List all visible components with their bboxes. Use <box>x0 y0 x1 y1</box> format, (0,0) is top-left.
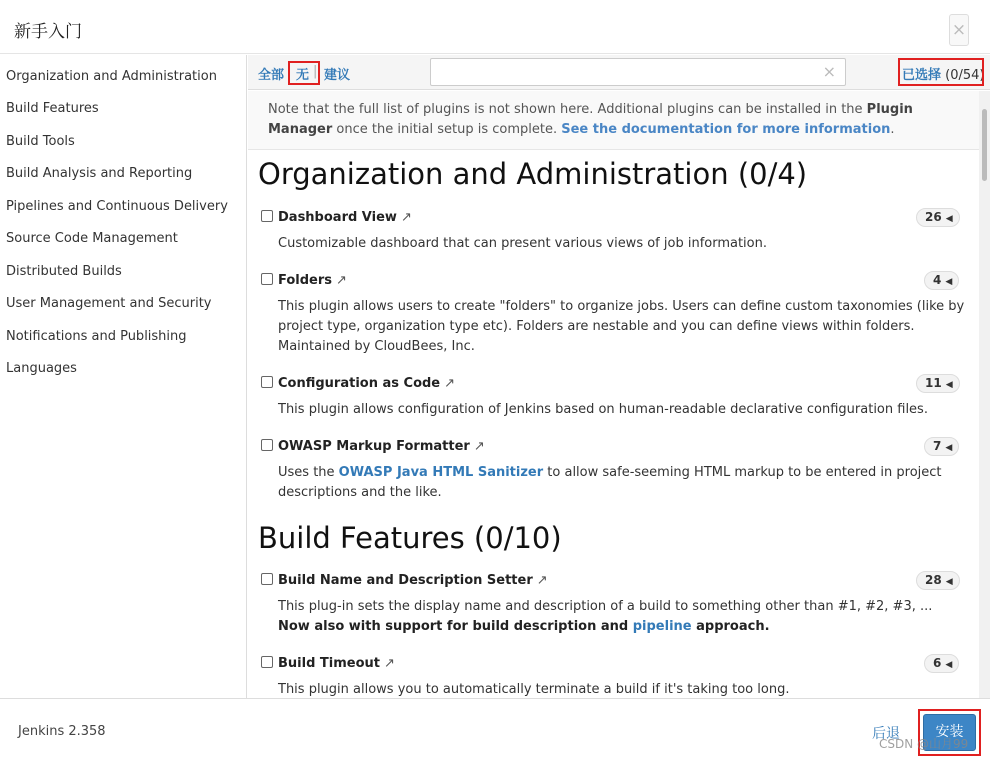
dependency-count: 7 <box>933 439 942 453</box>
plugin-checkbox[interactable] <box>261 376 273 388</box>
clear-search-icon[interactable]: × <box>822 62 836 81</box>
plugin-description <box>278 597 973 637</box>
sidebar-item-pipelines-continuous-delivery[interactable]: Pipelines and Continuous Delivery <box>6 199 228 214</box>
selected-count: (0/54) <box>945 68 985 83</box>
plugin-description: Customizable dashboard that can present various views of job information. <box>278 236 767 251</box>
description-text: Uses the <box>278 465 339 480</box>
external-link-icon[interactable]: ↗ <box>336 273 347 288</box>
sidebar-item-distributed-builds[interactable]: Distributed Builds <box>6 264 122 279</box>
external-link-icon[interactable]: ↗ <box>536 573 548 588</box>
sidebar-item-languages[interactable]: Languages <box>6 361 77 376</box>
note-text: . <box>890 122 895 137</box>
description-text: to allow safe-seeming HTML markup to be entered in project descriptions and the like. <box>278 465 942 500</box>
plugin-search-input[interactable] <box>431 59 811 85</box>
highlight-box <box>288 61 320 85</box>
dialog-title: 新手入门 <box>14 22 82 42</box>
plugin-list <box>248 91 990 698</box>
dialog-footer <box>0 698 990 759</box>
plugin-build-timeout[interactable] <box>261 656 395 671</box>
dependency-count: 11 <box>925 376 942 390</box>
install-button[interactable]: 安装 <box>923 714 976 751</box>
toolbar-separator: | <box>287 64 292 79</box>
dependency-count: 6 <box>933 656 942 670</box>
plugin-configuration-as-code[interactable] <box>261 376 455 391</box>
caret-left-icon: ◀ <box>945 214 953 224</box>
plugin-name: Configuration as Code <box>278 376 441 391</box>
documentation-link[interactable]: See the documentation for more information <box>561 122 891 137</box>
dialog-header <box>0 0 990 54</box>
plugin-description: This plugin allows users to create "folders" to organize jobs. Users can define custom taxonomies (like by project type, organization type etc). Folders are nestable and you can define views within folders. Maintained by CloudBees, Inc. <box>278 299 965 354</box>
plugin-description <box>278 463 973 503</box>
vertical-scrollbar[interactable] <box>979 91 990 698</box>
caret-left-icon: ◀ <box>945 443 953 453</box>
plugin-checkbox[interactable] <box>261 210 273 222</box>
plugins-note <box>248 91 979 150</box>
caret-left-icon: ◀ <box>945 277 953 287</box>
sidebar-item-notifications-publishing[interactable]: Notifications and Publishing <box>6 329 187 344</box>
watermark: CSDN @山月99 <box>879 737 969 751</box>
external-link-icon[interactable]: ↗ <box>444 376 456 391</box>
plugin-build-name-setter[interactable] <box>261 573 548 588</box>
select-none-link[interactable]: 无 <box>296 68 310 83</box>
plugin-folders[interactable] <box>261 273 347 288</box>
selected-label: 已选择 <box>902 68 942 83</box>
plugin-description: This plugin allows configuration of Jenkins based on human-readable declarative configuration files. <box>278 402 928 417</box>
plugin-manager-text: Plugin Manager <box>268 102 913 137</box>
plugin-search <box>430 58 846 86</box>
plugin-owasp-markup-formatter[interactable] <box>261 439 485 454</box>
plugin-name: OWASP Markup Formatter <box>278 439 470 454</box>
select-all-link[interactable]: 全部 <box>258 68 285 83</box>
plugin-name: Build Name and Description Setter <box>278 573 533 588</box>
sidebar-item-build-analysis-reporting[interactable]: Build Analysis and Reporting <box>6 166 193 181</box>
sidebar-item-source-code-management[interactable]: Source Code Management <box>6 231 178 246</box>
external-link-icon[interactable]: ↗ <box>400 210 412 225</box>
dependency-count: 4 <box>933 273 942 287</box>
section-title-build-features: Build Features (0/10) <box>258 521 562 555</box>
toolbar-separator: | <box>313 64 318 79</box>
jenkins-version: Jenkins 2.358 <box>18 724 106 739</box>
dependency-count: 28 <box>925 573 942 587</box>
back-button[interactable]: 后退 <box>872 726 900 742</box>
caret-left-icon: ◀ <box>945 577 953 587</box>
dependency-badge[interactable] <box>916 374 960 393</box>
plugin-description: This plugin allows you to automatically terminate a build if it's taking too long. <box>278 682 790 697</box>
sidebar-item-build-features[interactable]: Build Features <box>6 101 99 116</box>
dependency-badge[interactable] <box>924 271 959 290</box>
plugin-checkbox[interactable] <box>261 656 273 668</box>
description-text: approach. <box>691 619 770 634</box>
description-text: Now also with support for build description and <box>278 619 633 634</box>
plugin-checkbox[interactable] <box>261 273 273 285</box>
owasp-sanitizer-link[interactable]: OWASP Java HTML Sanitizer <box>338 465 544 480</box>
close-button[interactable]: × <box>949 14 969 46</box>
highlight-box <box>898 58 984 86</box>
scrollbar-thumb[interactable] <box>982 109 987 181</box>
dependency-badge[interactable] <box>924 437 959 456</box>
external-link-icon[interactable]: ↗ <box>384 656 395 671</box>
sidebar-item-organization-administration[interactable]: Organization and Administration <box>6 69 217 84</box>
plugin-toolbar <box>248 55 990 90</box>
plugin-checkbox[interactable] <box>261 573 273 585</box>
plugin-name: Build Timeout <box>278 656 380 671</box>
dependency-badge[interactable] <box>916 208 960 227</box>
plugin-checkbox[interactable] <box>261 439 273 451</box>
category-sidebar <box>0 55 247 698</box>
caret-left-icon: ◀ <box>945 660 953 670</box>
sidebar-item-build-tools[interactable]: Build Tools <box>6 134 75 149</box>
select-suggested-link[interactable]: 建议 <box>324 68 351 83</box>
plugin-name: Dashboard View <box>278 210 397 225</box>
dependency-badge[interactable] <box>924 654 959 673</box>
description-text: This plug-in sets the display name and description of a build to something other than #1, #2, #3, ... <box>278 599 933 614</box>
sidebar-item-user-management-security[interactable]: User Management and Security <box>6 296 212 311</box>
note-text: once the initial setup is complete. <box>332 122 562 137</box>
pipeline-link[interactable]: pipeline <box>632 619 692 634</box>
note-text: Note that the full list of plugins is not shown here. Additional plugins can be installed in the <box>268 102 867 117</box>
section-title-organization-administration: Organization and Administration (0/4) <box>258 157 808 191</box>
plugin-name: Folders <box>278 273 333 288</box>
dependency-count: 26 <box>925 210 942 224</box>
caret-left-icon: ◀ <box>945 380 953 390</box>
external-link-icon[interactable]: ↗ <box>473 439 485 454</box>
dependency-badge[interactable] <box>916 571 960 590</box>
plugin-dashboard-view[interactable] <box>261 210 412 225</box>
